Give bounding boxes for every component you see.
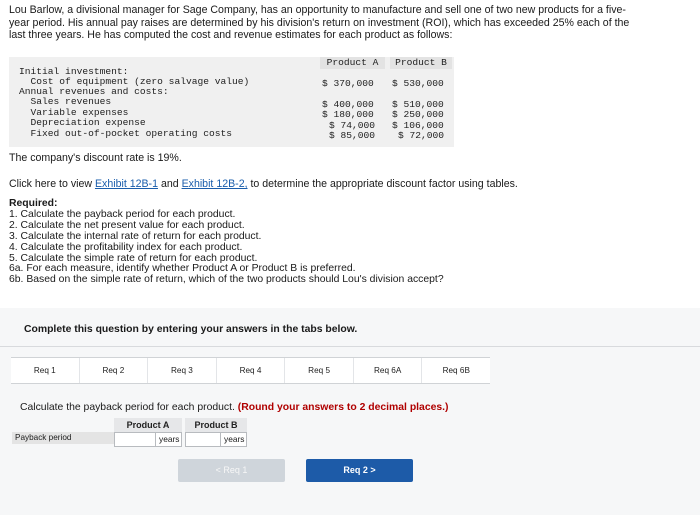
value-a: $ 180,000 [322,109,374,120]
tab-req-4[interactable]: Req 4 [217,358,286,383]
value-b: $ 530,000 [392,78,444,89]
exhibit-12b-1-link[interactable]: Exhibit 12B-1 [94,178,158,190]
value-b: $ 106,000 [392,120,444,131]
required-item: 5. Calculate the simple rate of return for each product. [9,252,258,264]
payback-period-label: Payback period [12,432,114,444]
exhibit-suffix: to determine the appropriate discount factor using tables. [250,178,518,190]
exhibit-line [9,178,518,190]
complete-instruction: Complete this question by entering your answers in the tabs below. [24,324,358,335]
tab-req-5[interactable]: Req 5 [285,358,354,383]
prev-req-button[interactable]: < Req 1 [178,459,285,482]
divider [0,346,700,347]
value-a: $ 400,000 [322,99,374,110]
tab-req-2[interactable]: Req 2 [80,358,149,383]
col-header-product-b: Product B [390,57,452,69]
intro-line: Lou Barlow, a divisional manager for Sage Company, has an opportunity to manufacture and sell one of two new products for a five- [9,4,626,16]
intro-line: year period. His annual pay raises are determined by his division's return on investment (ROI), which has exceeded 25% each of the [9,16,630,29]
row-label: Variable expenses [19,107,129,118]
rounding-note: (Round your answers to 2 decimal places.) [237,402,449,413]
value-a: $ 370,000 [322,78,374,89]
required-item: 4. Calculate the profitability index for each product. [9,241,243,253]
question-text: Calculate the payback period for each product. [20,402,235,413]
unit-label: years [220,432,247,447]
intro-line: last three years. He has computed the cost and revenue estimates for each product as follows: [9,29,453,42]
required-item: 6b. Based on the simple rate of return, which of the two products should Lou's division accept? [9,274,444,286]
row-label: Depreciation expense [19,117,146,128]
question-line [20,402,449,413]
payback-product-a-input[interactable] [114,432,156,447]
answer-col-product-a: Product A [114,418,182,432]
next-req-button[interactable]: Req 2 > [306,459,413,482]
unit-label: years [155,432,182,447]
value-b: $ 250,000 [392,109,444,120]
col-header-product-a: Product A [320,57,385,69]
value-b: $ 72,000 [398,130,445,141]
exhibit-prefix: Click here to view [9,178,93,190]
tab-req-3[interactable]: Req 3 [148,358,217,383]
discount-rate-text: The company's discount rate is 19%. [9,152,182,164]
value-a: $ 85,000 [329,130,376,141]
exhibit-and: and [160,178,179,190]
exhibit-12b-2-link[interactable]: Exhibit 12B-2, [181,178,248,190]
row-label: Cost of equipment (zero salvage value) [19,76,250,87]
required-item: 3. Calculate the internal rate of return for each product. [9,230,262,242]
intro-paragraph [9,4,689,42]
row-label: Annual revenues and costs: [19,86,169,97]
required-heading: Required: [9,198,58,209]
cost-estimate-content [9,57,454,147]
row-label: Initial investment: [19,66,129,77]
value-b: $ 510,000 [392,99,444,110]
tab-req-6a[interactable]: Req 6A [354,358,423,383]
value-a: $ 74,000 [329,120,376,131]
tab-req-1[interactable]: Req 1 [11,358,80,383]
required-item: 2. Calculate the net present value for each product. [9,219,245,231]
row-label: Sales revenues [19,96,112,107]
required-item: 6a. For each measure, identify whether Product A or Product B is preferred. [9,263,356,275]
required-item: 1. Calculate the payback period for each product. [9,208,236,220]
tab-req-6b[interactable]: Req 6B [442,366,470,375]
payback-product-b-input[interactable] [185,432,221,447]
row-label: Fixed out-of-pocket operating costs [19,128,233,139]
required-section [9,199,444,286]
req-tabs [11,357,490,384]
answer-col-product-b: Product B [185,418,247,432]
